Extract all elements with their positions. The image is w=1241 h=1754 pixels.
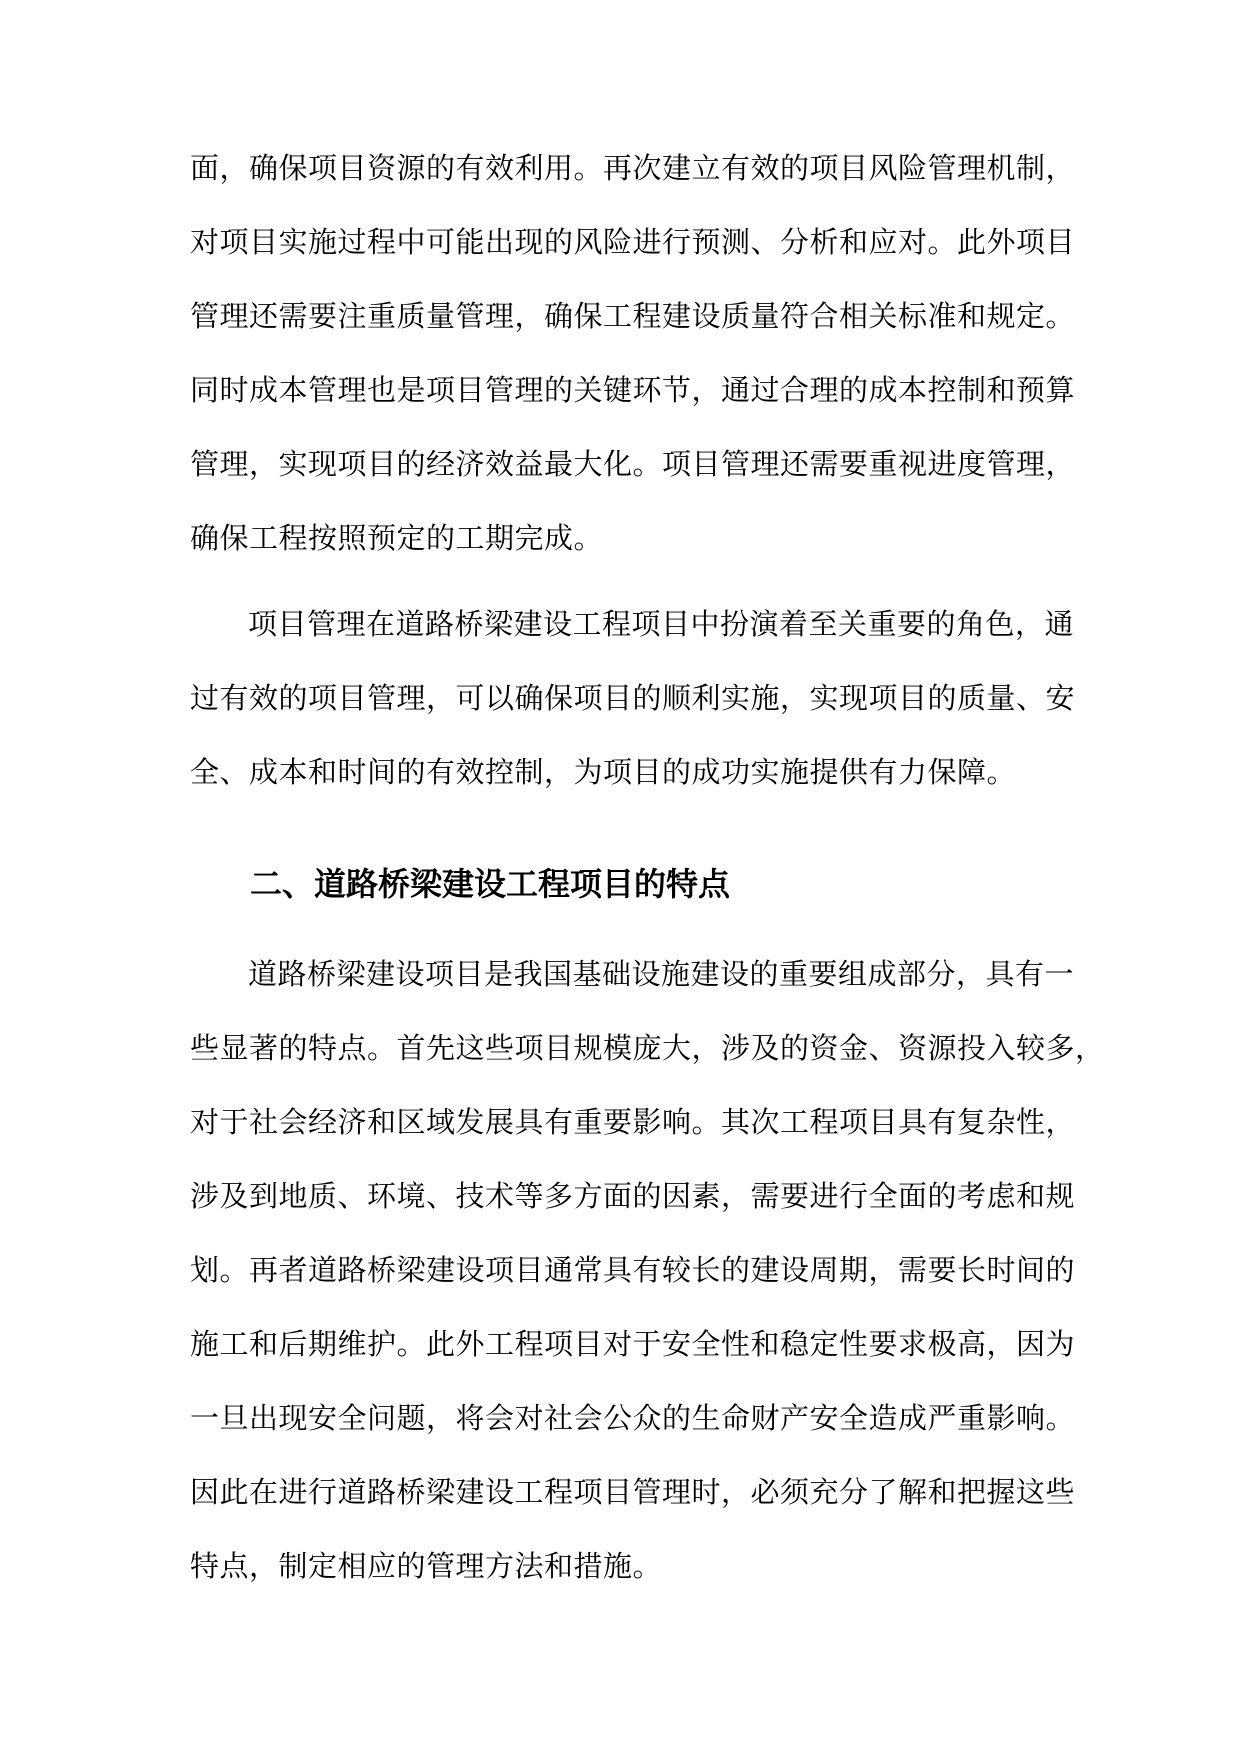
paragraph-line: 对项目实施过程中可能出现的风险进行预测、分析和应对。此外项目 xyxy=(190,225,1076,259)
paragraph-line: 确保工程按照预定的工期完成。 xyxy=(190,521,604,555)
paragraph-line: 道路桥梁建设项目是我国基础设施建设的重要组成部分，具有一 xyxy=(248,957,1075,991)
paragraph-line: 面，确保项目资源的有效利用。再次建立有效的项目风险管理机制， xyxy=(190,151,1076,185)
paragraph-line: 对于社会经济和区域发展具有重要影响。其次工程项目具有复杂性， xyxy=(190,1105,1076,1139)
section-heading: 二、道路桥梁建设工程项目的特点 xyxy=(250,865,731,903)
paragraph-line: 因此在进行道路桥梁建设工程项目管理时，必须充分了解和把握这些 xyxy=(190,1475,1076,1509)
paragraph-line: 一旦出现安全问题，将会对社会公众的生命财产安全造成严重影响。 xyxy=(190,1401,1076,1435)
paragraph-line: 管理还需要注重质量管理，确保工程建设质量符合相关标准和规定。 xyxy=(190,299,1076,333)
paragraph-line: 涉及到地质、环境、技术等多方面的因素，需要进行全面的考虑和规 xyxy=(190,1179,1076,1213)
paragraph-line: 管理，实现项目的经济效益最大化。项目管理还需要重视进度管理， xyxy=(190,447,1076,481)
paragraph-line: 特点，制定相应的管理方法和措施。 xyxy=(190,1549,663,1583)
paragraph-line: 施工和后期维护。此外工程项目对于安全性和稳定性要求极高，因为 xyxy=(190,1327,1076,1361)
paragraph-line: 划。再者道路桥梁建设项目通常具有较长的建设周期，需要长时间的 xyxy=(190,1253,1076,1287)
paragraph-line: 过有效的项目管理，可以确保项目的顺利实施，实现项目的质量、安 xyxy=(190,681,1076,715)
paragraph-line: 些显著的特点。首先这些项目规模庞大，涉及的资金、资源投入较多， xyxy=(190,1031,1105,1065)
paragraph-line: 全、成本和时间的有效控制，为项目的成功实施提供有力保障。 xyxy=(190,755,1017,789)
paragraph-line: 同时成本管理也是项目管理的关键环节，通过合理的成本控制和预算 xyxy=(190,373,1076,407)
paragraph-line: 项目管理在道路桥梁建设工程项目中扮演着至关重要的角色，通 xyxy=(248,607,1075,641)
